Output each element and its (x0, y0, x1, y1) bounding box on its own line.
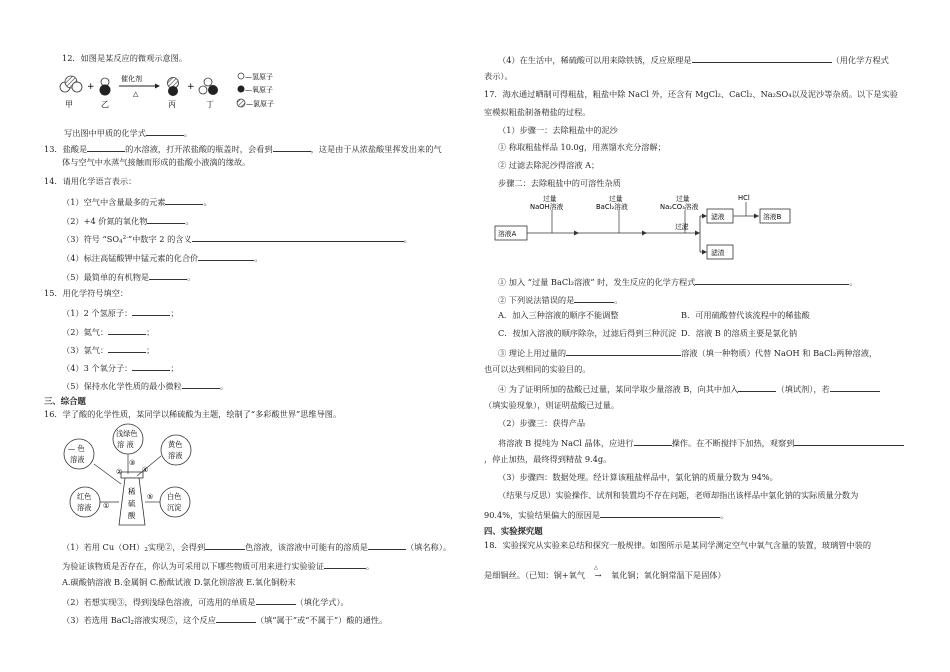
q16-part4-line1: （4）在生活中，稀硫酸可以用来除铁锈，反应原理是 （用化学方程式 (498, 55, 889, 65)
q14-item5: （5）最简单的有机物是 。 (62, 272, 196, 282)
label-ding: 丁 (206, 100, 214, 109)
answer-blank[interactable] (182, 379, 220, 389)
q15-item3: （3）氯气： ； (62, 345, 155, 355)
molecule-ding-icon (199, 78, 218, 95)
center-char-2: 硫 (128, 499, 136, 508)
q17-intro-1: 17．海水通过晒制可得粗盐，粗盐中除 NaCl 外，还含有 MgCl₂、CaCl₂、Na₂SO₄以及泥沙等杂质。以下是实验 (484, 89, 898, 99)
q14-item1: （1）空气中含量最多的元素 。 (62, 197, 212, 207)
q12-title: 12．如图是某反应的微观示意图。 (62, 53, 188, 63)
q14-item3: （3）符号 “$SO4^{2-}$”中数字 2 的含义 。 (62, 234, 412, 245)
label-bing: 丙 (168, 100, 176, 109)
answer-blank[interactable] (205, 540, 245, 550)
q17-flowchart (492, 192, 822, 264)
flow-r2b: BaCl₂溶液 (596, 203, 628, 211)
q17-intro-2: 室模拟粗盐制备精盐的过程。 (484, 107, 591, 117)
q17-step3-line2: ，停止加热，最终得到精盐 9.4g。 (484, 454, 612, 464)
q17-step1b: ② 过滤去除泥沙得溶液 A； (498, 160, 600, 170)
label-jia: 甲 (65, 100, 73, 109)
legend-o: —氧原子 (245, 86, 273, 94)
molecule-yi-icon (100, 78, 111, 96)
q15-item4: （4）3 个氧分子： ； (62, 363, 179, 373)
answer-blank[interactable] (165, 195, 203, 205)
answer-blank[interactable] (574, 293, 614, 303)
q17-q4-line1: ④ 为了证明所加的盐酸已过量，某同学取少量溶液 B，向其中加入 （填试剂），若 (498, 382, 880, 395)
center-char-3: 酸 (128, 511, 136, 520)
q16-part1-line1: （1）若用 Cu（OH）2实现②，会得到 色溶液，该溶液中可能有的溶质是 （填名称）。 (62, 542, 452, 553)
q14-item4: （4）标注高锰酸钾中锰元素的化合价 。 (62, 253, 263, 263)
q17-step2: 步骤二：去除粗盐中的可溶性杂质 (498, 178, 621, 188)
answer-blank[interactable] (324, 559, 366, 569)
q17-q3-line1: ③ 理论上用过量的 溶液（填一种物质）代替 NaOH 和 BaCl₂两种溶液， (498, 348, 878, 358)
answer-blank[interactable] (368, 540, 406, 550)
catalyst-label: 催化剂 (121, 75, 142, 83)
answer-blank[interactable] (147, 214, 185, 224)
flow-filter: 过滤 (675, 223, 689, 231)
num-5: ⑤ (147, 493, 154, 501)
q18-line1: 18．实验探究从实验来总结和探究一般规律。如图所示是某同学测定空气中氧气含量的装置，玻璃管中装的 (484, 540, 872, 550)
flow-solB: 溶液B (763, 213, 782, 221)
answer-blank[interactable] (256, 595, 296, 605)
answer-blank[interactable] (695, 275, 849, 285)
flow-residue: 滤渣 (711, 249, 725, 257)
bubble-br-2: 沉淀 (167, 503, 182, 512)
heat-label: △ (133, 90, 139, 98)
answer-blank[interactable] (634, 436, 672, 446)
legend-cl: —氯原子 (246, 100, 274, 108)
svg-text:+: + (187, 82, 195, 92)
q17-step1a: ① 称取粗盐样品 10.0g，用蒸馏水充分溶解； (498, 142, 666, 152)
answer-blank[interactable] (216, 613, 256, 623)
molecule-bing-icon (168, 78, 179, 97)
answer-blank[interactable] (738, 382, 776, 392)
q17-step3-line1: 将溶液 B 提纯为 NaCl 晶体，应进行 操作。在不断搅拌下加热，观察到 (498, 436, 904, 449)
bubble-left-2: 溶液 (70, 455, 85, 464)
q12-ask: 写出图中甲质的化学式 。 (64, 128, 193, 138)
flow-filtrate: 滤液 (711, 213, 725, 221)
answer-blank[interactable] (108, 343, 146, 353)
legend-h: —氢原子 (245, 73, 273, 81)
bubble-bl-2: 溶液 (77, 503, 92, 512)
flow-r1a: 过量 (543, 195, 557, 203)
q16-part2: （2）若想实现③，得到浅绿色溶液，可选用的单质是 （填化学式）。 (62, 597, 349, 607)
answer-blank[interactable] (198, 251, 254, 261)
svg-text:+: + (87, 82, 95, 92)
q16-part4-line2: 表示）。 (484, 71, 513, 81)
section-4-heading: 四、实验探究题 (484, 526, 543, 536)
q17-optB: B．可用硫酸替代该流程中的稀盐酸 (681, 310, 810, 320)
q17-optD: D．溶液 B 的溶质主要是氯化钠 (681, 328, 798, 338)
bubble-right-2: 溶液 (168, 451, 183, 460)
flow-r1b: NaOH溶液 (530, 203, 564, 211)
q17-q2: ② 下列说法错误的是 。 (498, 295, 623, 305)
answer-blank[interactable] (87, 142, 125, 152)
num-3: ③ (129, 459, 136, 467)
bubble-top-2: 溶 液 (117, 440, 134, 449)
center-char-1: 稀 (128, 487, 136, 496)
bubble-right-1: 黄色 (168, 440, 183, 449)
q16-part3: （3）若选用 BaCl2溶液实现⑤，这个反应 （填“属于”或“不属于”）酸的通性。 (62, 615, 388, 626)
q17-reflection-2: 90.4%，实验结果偏大的原因是 。 (484, 510, 729, 520)
flow-r3a: 过量 (676, 195, 690, 203)
q18-heat: △ (594, 565, 598, 571)
q15-item1: （1）2 个氢原子： ； (62, 308, 179, 318)
q17-step4: （3）步骤四：数据处理。经计算该粗盐样品中，氯化钠的质量分数为 94%。 (498, 472, 778, 482)
num-1: ① (103, 502, 110, 510)
q17-optC: C．按加入溶液的顺序除杂，过滤后得到三种沉淀 (498, 328, 677, 338)
q13-line1: 13．盐酸是 的水溶液，打开浓盐酸的瓶盖时，会看到 ，这是由于从浓盐酸里挥发出来的气 (44, 144, 442, 154)
q17-optA: A．加入三种溶液的顺序不能调整 (498, 310, 619, 320)
molecule-jia-icon (60, 76, 82, 92)
answer-blank[interactable] (108, 325, 146, 335)
q17-q1: ① 加入 “过量 BaCl₂溶液” 时，发生反应的化学方程式 。 (498, 277, 858, 287)
answer-blank[interactable] (830, 382, 880, 392)
q16-options: A.碳酸钠溶液 B.金属铜 C.酚酞试液 D.氯化钡溶液 E.氧化铜粉末 (62, 577, 296, 587)
q15-item2: （2）氦气： ； (62, 327, 155, 337)
q14-item2: （2）+4 价氮的氧化物 。 (62, 216, 194, 226)
q12-reaction-diagram (55, 72, 305, 114)
answer-blank[interactable] (794, 436, 904, 446)
q17-step1: （1）步骤一：去除粗盐中的泥沙 (498, 125, 618, 135)
q17-q3-line2: 也可以达到相同的实验目的。 (484, 364, 591, 374)
num-2: ② (116, 468, 123, 476)
section-3-heading: 三、综合题 (44, 396, 86, 406)
answer-blank[interactable] (149, 270, 187, 280)
flow-r2a: 过量 (609, 195, 623, 203)
q15-item5: （5）保持水化学性质的最小微粒 。 (62, 381, 229, 391)
num-4: ④ (142, 466, 149, 474)
q18-line2: 是细铜丝。（已知：铜+氧气 △ → 氧化铜；氧化铜常温下是固体） (484, 565, 726, 580)
q16-part1-line2: 为验证该物质是否存在，你认为可采用以下哪些物质可用来进行实验验证 。 (62, 561, 375, 571)
answer-blank[interactable] (566, 346, 681, 356)
q17-step3: （2）步骤三：获得产品 (498, 418, 586, 428)
flow-r3b: Na₂CO₃溶液 (660, 203, 699, 211)
q16-title: 16．学了酸的化学性质，某同学以稀硫酸为主题，绘制了“多彩酸世界”思维导图。 (44, 409, 342, 419)
bubble-bl-1: 红色 (77, 492, 92, 501)
q13-line2: 体与空气中水蒸气接触而形成的盐酸小液滴的缘故。 (62, 157, 251, 167)
flow-hcl: HCl (738, 194, 750, 202)
flow-start: 溶液A (498, 230, 517, 238)
bubble-left-1: — 色 (68, 444, 85, 453)
q15-title: 15．用化学符号填空： (44, 288, 129, 298)
q17-reflection-1: （结果与反思）实验操作、试剂和装置均不存在问题，老师却指出该样品中氯化钠的实际质量分数为 (498, 490, 859, 500)
answer-blank[interactable] (146, 126, 184, 136)
q14-title: 14．请用化学语言表示： (44, 176, 137, 186)
answer-blank[interactable] (600, 508, 720, 518)
answer-blank[interactable] (132, 361, 170, 371)
q16-mind-map (55, 422, 215, 530)
label-yi: 乙 (101, 100, 109, 109)
bubble-br-1: 白色 (167, 492, 182, 501)
answer-blank[interactable] (132, 306, 170, 316)
answer-blank[interactable] (273, 142, 311, 152)
answer-blank[interactable] (692, 53, 832, 63)
answer-blank[interactable] (192, 232, 404, 242)
bubble-top-1: 浅绿色 (116, 429, 138, 438)
q17-q4-line2: （填实验现象），则证明盐酸已过量。 (484, 400, 620, 410)
